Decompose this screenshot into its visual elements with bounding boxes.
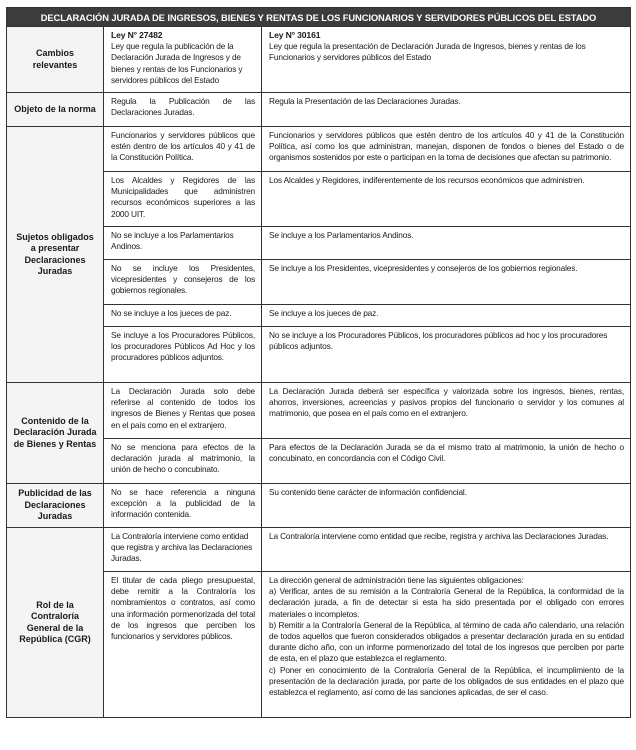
row-header-cambios: Cambios relevantes — [7, 27, 104, 93]
rol-b-intro: La dirección general de administración tiene las siguientes obligaciones: — [269, 575, 524, 585]
rol-b-item-b: b) Remitir a la Contraloría General de la República, al término de cada año calendario, una relación de todos aquellos que fueron considerados obligados a presentar declaración jurada en su entidad durante dicho año, con un informe pormenorizado del total de los ingresos que perciben por parte de esta, en el plazo que establezca el reglamento. — [269, 619, 624, 664]
row-cambios — [7, 27, 631, 93]
sujetos-a-5: No se incluye a los jueces de paz. — [104, 305, 262, 327]
row-header-objeto: Objeto de la norma — [7, 93, 104, 127]
law-b-cell — [262, 27, 631, 93]
sujetos-a-4: No se incluye los Presidentes, vicepresidentes y consejeros de los gobiernos regionales. — [104, 260, 262, 305]
title-row — [7, 8, 631, 27]
table-title: DECLARACIÓN JURADA DE INGRESOS, BIENES Y RENTAS DE LOS FUNCIONARIOS Y SERVIDORES PÚBLICOS DEL ESTADO — [7, 8, 631, 27]
contenido-b-2: Para efectos de la Declaración Jurada se da el mismo trato al matrimonio, la unión de hecho o concubinato, en concordancia con el Código Civil. — [262, 439, 631, 484]
row-header-contenido: Contenido de la Declaración Jurada de Bienes y Rentas — [7, 383, 104, 484]
sujetos-a-3: No se incluye a los Parlamentarios Andinos. — [104, 227, 262, 260]
sujetos-b-6: No se incluye a los Procuradores Públicos, los procuradores públicos ad hoc y los procuradores públicos adjuntos. — [262, 327, 631, 383]
law-a-title: Ley N° 27482 — [111, 30, 163, 40]
law-b-description: Ley que regula la presentación de Declaración Jurada de Ingresos, bienes y rentas de los Funcionarios y servidores públicos del Estado — [269, 41, 586, 63]
contenido-a-1: La Declaración Jurada solo debe referirse al contenido de todos los ingresos de Bienes y Rentas que posea en el país como en el extranjero. — [104, 383, 262, 439]
row-rol-1 — [7, 528, 631, 572]
rol-b-1: La Contraloría interviene como entidad que recibe, registra y archiva las Declaraciones Juradas. — [262, 528, 631, 572]
rol-a-1: La Contraloría interviene como entidad que registra y archiva las Declaraciones Juradas. — [104, 528, 262, 572]
sujetos-b-1: Funcionarios y servidores públicos que estén dentro de los artículos 40 y 41 de la Constitución Política, así como los que administran, manejan, disponen de fondos o bienes del Estado o de organismos sostenidos por este o participan en la toma de decisiones que afectan su patrimonio. — [262, 127, 631, 172]
contenido-a-2: No se menciona para efectos de la declaración jurada al matrimonio, la unión de hecho o concubinato. — [104, 439, 262, 484]
row-header-publicidad: Publicidad de las Declaraciones Juradas — [7, 484, 104, 528]
rol-b-item-a: a) Verificar, antes de su remisión a la Contraloría General de la República, la conformidad de la declaración jurada, a fin de detectar si esta ha sido presentada por el obligado con errores materiales o incompletos. — [269, 586, 624, 619]
sujetos-b-4: Se incluye a los Presidentes, vicepresidentes y consejeros de los gobiernos regionales. — [262, 260, 631, 305]
publicidad-b: Su contenido tiene carácter de información confidencial. — [262, 484, 631, 528]
rol-b-2 — [262, 572, 631, 718]
comparison-document — [6, 7, 630, 718]
rol-b-item-c: c) Poner en conocimiento de la Contraloría General de la República, el incumplimiento de la presentación de la declaración jurada, por parte de los obligados de sus entidades en el plazo que establezca el reglamento, así como de las sanciones aplicadas, de ser el caso. — [269, 664, 624, 698]
row-publicidad — [7, 484, 631, 528]
sujetos-a-6: Se incluye a los Procuradores Públicos, los procuradores Públicos Ad Hoc y los procuradores públicos adjuntos. — [104, 327, 262, 383]
row-objeto — [7, 93, 631, 127]
contenido-b-1: La Declaración Jurada deberá ser específica y valorizada sobre los ingresos, bienes, rentas, ahorros, inversiones, acreencias y pasivos propios del funcionario o servidor y los comunes al matrimonio, que posea en el país como en el extranjero. — [262, 383, 631, 439]
row-header-sujetos: Sujetos obligados a presentar Declaraciones Juradas — [7, 127, 104, 383]
law-b-title: Ley N° 30161 — [269, 30, 321, 40]
sujetos-b-5: Se incluye a los jueces de paz. — [262, 305, 631, 327]
comparison-table — [6, 7, 631, 718]
objeto-b: Regula la Presentación de las Declaraciones Juradas. — [262, 93, 631, 127]
objeto-a: Regula la Publicación de las Declaraciones Juradas. — [104, 93, 262, 127]
rol-a-2: El titular de cada pliego presupuestal, debe remitir a la Contraloría los nombramientos o contratos, así como una información pormenorizada del total de los ingresos que perciben los funcionarios y servidores públicos. — [104, 572, 262, 718]
sujetos-a-2: Los Alcaldes y Regidores de las Municipalidades que administren recursos económicos superiores a las 2000 UIT. — [104, 172, 262, 227]
sujetos-a-1: Funcionarios y servidores públicos que estén dentro de los artículos 40 y 41 de la Constitución Política. — [104, 127, 262, 172]
law-a-cell — [104, 27, 262, 93]
sujetos-b-3: Se incluye a los Parlamentarios Andinos. — [262, 227, 631, 260]
sujetos-b-2: Los Alcaldes y Regidores, indiferentemente de los recursos económicos que administren. — [262, 172, 631, 227]
row-header-rol: Rol de la Contraloría General de la República (CGR) — [7, 528, 104, 718]
publicidad-a: No se hace referencia a ninguna excepción a la publicidad de la información contenida. — [104, 484, 262, 528]
row-contenido-1 — [7, 383, 631, 439]
law-a-description: Ley que regula la publicación de la Declaración Jurada de Ingresos y de bienes y rentas de los Funcionarios y servidores públicos del Estado — [111, 41, 243, 85]
row-sujetos-1 — [7, 127, 631, 172]
